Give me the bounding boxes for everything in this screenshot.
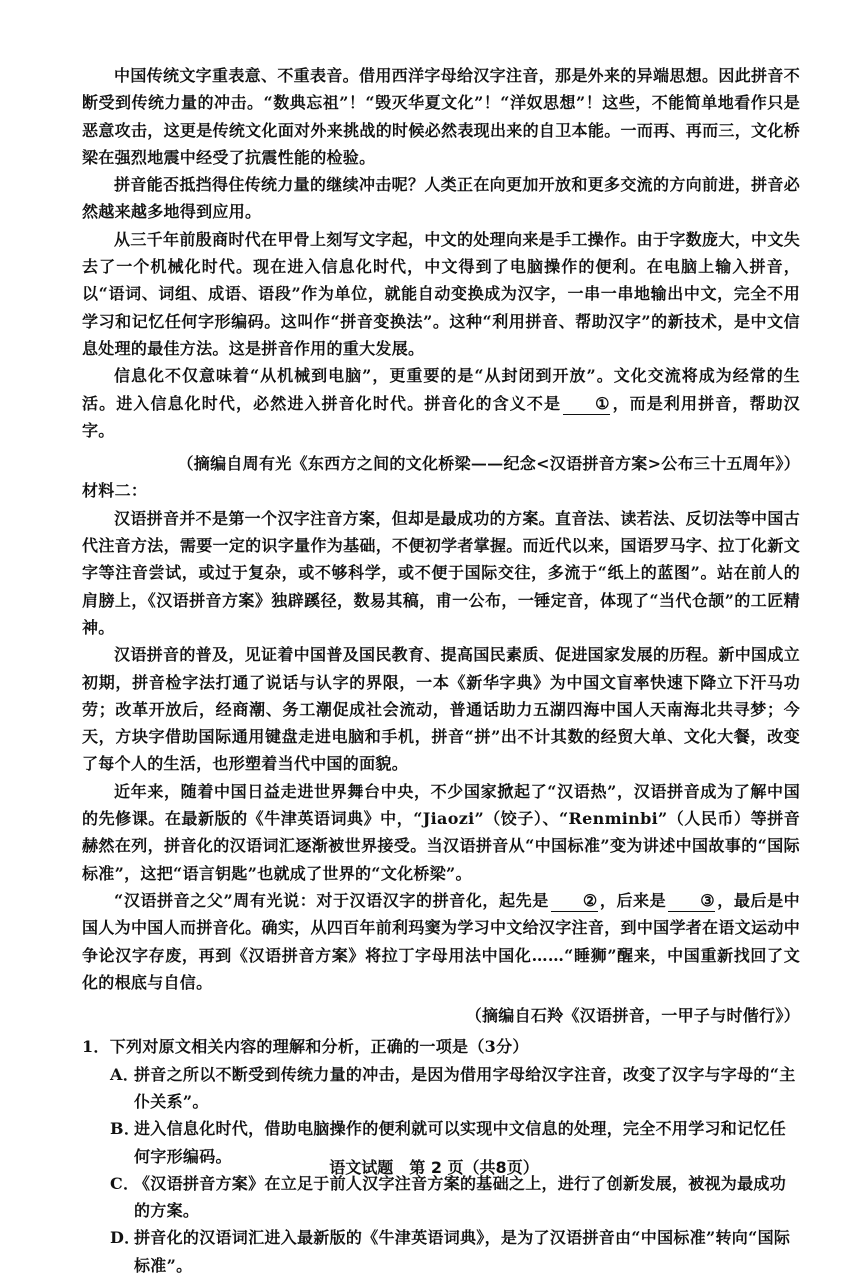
fill-blank-3: ③: [668, 891, 715, 912]
option-c-letter: C．: [110, 1173, 140, 1193]
question-1-option-a: [82, 1061, 800, 1116]
option-a-text: 拼音之所以不断受到传统力量的冲击，是因为借用字母给汉字注音，改变了汉字与字母的“主仆关系”。: [134, 1064, 796, 1111]
question-1-option-c: [82, 1170, 800, 1225]
material1-para4-text-after: ，而是利用拼音，帮助汉字。: [82, 393, 800, 440]
option-b-letter: B．: [110, 1119, 141, 1139]
fill-blank-2: ②: [551, 891, 598, 912]
page-footer: 语文试题 第 2 页（共8页）: [329, 1158, 539, 1177]
material2-source: （摘编自石羚《汉语拼音，一甲子与时偕行》）: [465, 1006, 800, 1026]
question-1-stem: 1．下列对原文相关内容的理解和分析，正确的一项是（3分）: [82, 1037, 529, 1057]
material2-para4-text-after: ，最后是中国人为中国人而拼音化。确实，从四百年前利玛窦为学习中文给汉字注音，到中国学者在语文运动中争论汉字存废，再到《汉语拼音方案》将拉丁字母用法中国化……“睡狮”醒来，中国重新找回了文化的根底与自信。: [82, 890, 800, 992]
material1-source: （摘编自周有光《东西方之间的文化桥梁——纪念<汉语拼音方案>公布三十五周年》）: [177, 454, 800, 474]
option-b-text: 进入信息化时代，借助电脑操作的便利就可以实现中文信息的处理，完全不用学习和记忆任何字形编码。: [134, 1119, 787, 1166]
option-a-letter: A．: [110, 1064, 140, 1084]
option-d-letter: D．: [110, 1228, 141, 1248]
material1-paragraph-1: 中国传统文字重表意、不重表音。借用西洋字母给汉字注音，那是外来的异端思想。因此拼音不断受到传统力量的冲击。“数典忘祖”！“毁灭华夏文化”！“洋奴思想”！这些，不能简单地看作只是恶意攻击，这更是传统文化面对外来挑战的时候必然表现出来的自卫本能。一而再、再而三，文化桥梁在强烈地震中经受了抗震性能的检验。: [82, 66, 800, 167]
material1-paragraph-3: 从三千年前殷商时代在甲骨上刻写文字起，中文的处理向来是手工操作。由于字数庞大，中文失去了一个机械化时代。现在进入信息化时代，中文得到了电脑操作的便利。在电脑上输入拼音，以“语词、词组、成语、语段”作为单位，就能自动变换成为汉字，一串一串地输出中文，完全不用学习和记忆任何字形编码。这叫作“拼音变换法”。这种“利用拼音、帮助汉字”的新技术，是中文信息处理的最佳方法。这是拼音作用的重大发展。: [82, 229, 800, 358]
material2-label: 材料二：: [82, 481, 148, 501]
option-c-text: 《汉语拼音方案》在立足于前人汉字注音方案的基础之上，进行了创新发展，被视为最成功的方案。: [134, 1173, 787, 1221]
material2-paragraph-1: 汉语拼音并不是第一个汉字注音方案，但却是最成功的方案。直音法、读若法、反切法等中国古代注音方法，需要一定的识字量作为基础，不便初学者掌握。而近代以来，国语罗马字、拉丁化新文字等注音尝试，或过于复杂，或不够科学，或不便于国际交往，多流于“纸上的蓝图”。站在前人的肩膀上，《汉语拼音方案》独辟蹊径，数易其稿，甫一公布，一锤定音，体现了“当代仓颉”的工匠精神。: [82, 508, 800, 637]
material2-paragraph-3: 近年来，随着中国日益走进世界舞台中央，不少国家掀起了“汉语热”，汉语拼音成为了解中国的先修课。在最新版的《牛津英语词典》中，“Jiaozi”（饺子）、“Renminbi”（人民币）等拼音赫然在列，拼音化的汉语词汇逐渐被世界接受。当汉语拼音从“中国标准”变为讲述中国故事的“国际标准”，这把“语言钥匙”也就成了世界的“文化桥梁”。: [82, 781, 800, 883]
material2-paragraph-2: 汉语拼音的普及，见证着中国普及国民教育、提高国民素质、促进国家发展的历程。新中国成立初期，拼音检字法打通了说话与认字的界限，一本《新华字典》为中国文盲率快速下降立下汗马功劳；改革开放后，经商潮、务工潮促成社会流动，普通话助力五湖四海中国人天南海北共寻梦；今天，方块字借助国际通用键盘走进电脑和手机，拼音“拼”出不计其数的经贸大单、文化大餐，改变了每个人的生活，也形塑着当代中国的面貌。: [82, 645, 800, 774]
material2-para4-text-before: “汉语拼音之父”周有光说：对于汉语汉字的拼音化，起先是: [114, 890, 549, 910]
material2-paragraph-4: [82, 887, 800, 996]
question-1-option-d: [82, 1224, 800, 1279]
material1-paragraph-2: 拼音能否抵挡得住传统力量的继续冲击呢？人类正在向更加开放和更多交流的方向前进，拼音必然越来越多地得到应用。: [82, 175, 800, 222]
material1-paragraph-4: [82, 362, 800, 444]
material1-para4-text-before: 信息化不仅意味着“从机械到电脑”，更重要的是“从封闭到开放”。文化交流将成为经常的生活。进入信息化时代，必然进入拼音化时代。拼音化的含义不是: [82, 366, 800, 413]
exam-page: [82, 62, 800, 1279]
fill-blank-1: ①: [563, 394, 610, 415]
material2-para4-text-middle: ，后来是: [599, 890, 667, 910]
option-d-text: 拼音化的汉语词汇进入最新版的《牛津英语词典》，是为了汉语拼音由“中国标准”转向“国际标准”。: [134, 1228, 791, 1275]
